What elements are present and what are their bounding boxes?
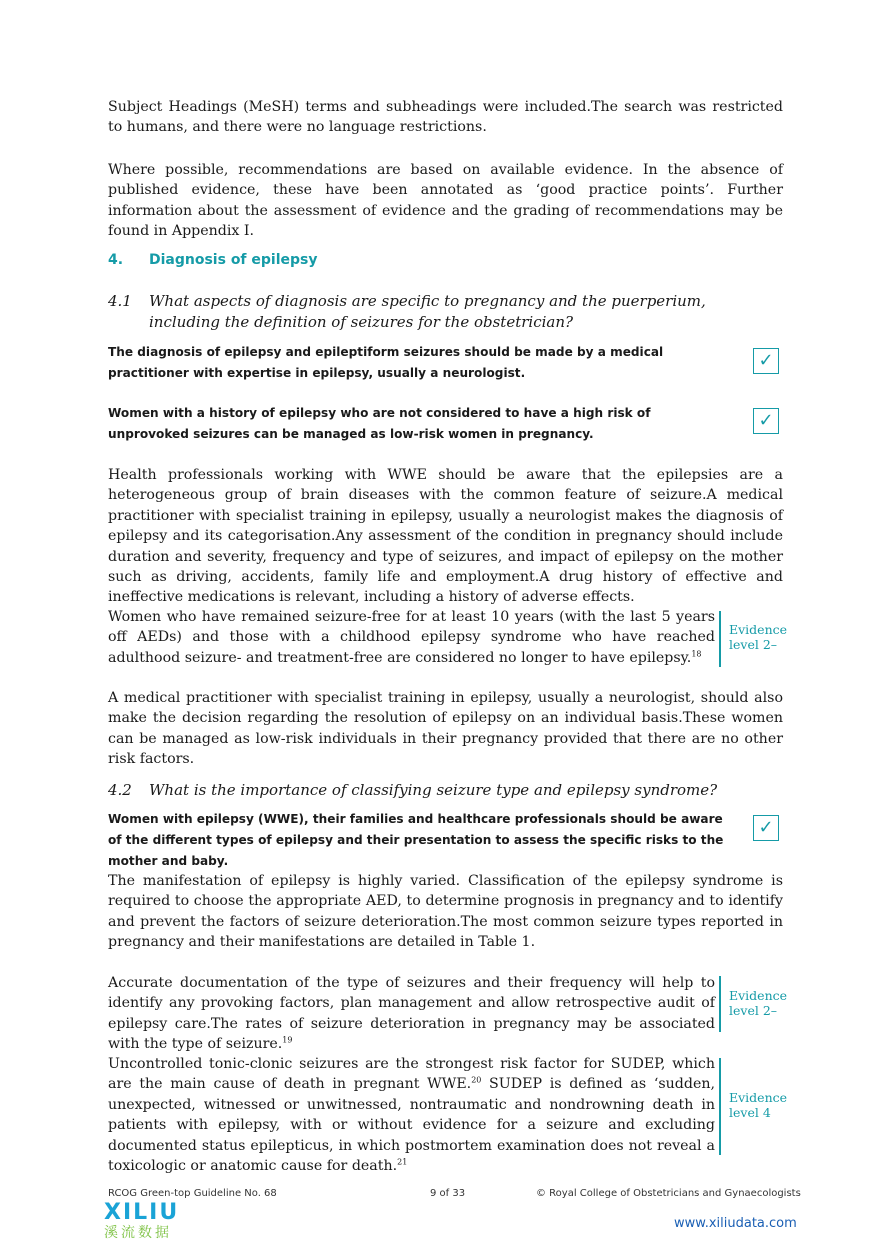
paragraph-health-professionals: Health professionals working with WWE should be aware that the epilepsies are a heterogeneous group of brain diseases with the common feature of seizure.A medical practitioner with specialist training in epilepsy, usually a neurologist makes the diagnosis of epilepsy and its categorisation.Any assessment of the condition in pregnancy should include duration and severity, frequency and type of seizures, and impact of epilepsy on the mother such as driving, accidents, family life and employment.A drug history of effective and ineffective medications is relevant, including a history of adverse effects. (108, 467, 783, 606)
footer-copyright: © Royal College of Obstetricians and Gynaecologists (536, 1188, 801, 1199)
paragraph-search: Subject Headings (MeSH) terms and subheadings were included.The search was restricted to humans, and there were no language restrictions. (108, 99, 783, 136)
question-text: What aspects of diagnosis are specific to pregnancy and the puerperium, including the definition of seizures for the obstetrician? (149, 292, 706, 331)
recommendation: Women with a history of epilepsy who are not considered to have a high risk of unprovoked seizures can be managed as low-risk women in pregnancy. (108, 406, 651, 441)
good-practice-check-icon: ✓ (753, 815, 779, 841)
paragraph-documentation: Accurate documentation of the type of seizures and their frequency will help to identify any provoking factors, plan management and allow retrospective audit of epilepsy care.The rates of seizure deterioration in pregnancy may be associated with the type of seizure.$^{19}$ (108, 975, 715, 1053)
paragraph-sudep: Uncontrolled tonic-clonic seizures are the strongest risk factor for SUDEP, which are the main cause of death in pregnant WWE.$^{20}$ SUDEP is defined as ‘sudden, unexpected, witnessed or unwitnessed, nontraumatic and nondrowning death in patients with epilepsy, with or without evidence for a seizure and excluding documented status epilepticus, in which postmortem examination does not reveal a toxicologic or anatomic cause for death.$^{21}$ (108, 1056, 715, 1175)
recommendation: The diagnosis of epilepsy and epileptiform seizures should be made by a medical practitioner with expertise in epilepsy, usually a neurologist. (108, 345, 664, 380)
evidence-level-box (719, 611, 788, 667)
question-number: 4.2 (108, 781, 132, 799)
good-practice-check-icon: ✓ (753, 348, 779, 374)
paragraph-resolution: A medical practitioner with specialist training in epilepsy, usually a neurologist, should also make the decision regarding the resolution of epilepsy on an individual basis.These women can be managed as low-risk individuals in their pregnancy provided that there are no other risk factors. (108, 690, 783, 768)
question-number: 4.1 (108, 292, 132, 310)
evidence-level-box (719, 976, 788, 1032)
section-number: 4. (108, 252, 124, 268)
watermark-subtitle: 溪流数据 (104, 1225, 172, 1241)
evidence-level-label: Evidence level 4 (729, 1090, 788, 1120)
evidence-level-label: Evidence level 2– (729, 988, 788, 1018)
good-practice-check-icon: ✓ (753, 408, 779, 434)
paragraph-seizure-free: Women who have remained seizure-free for at least 10 years (with the last 5 years off AEDs) and those with a childhood epilepsy syndrome who have reached adulthood seizure- and treatment-free are considered no longer to have epilepsy.$^{18}$ (108, 609, 715, 666)
evidence-level-label: Evidence level 2– (729, 622, 788, 652)
watermark-logo: XILIU (104, 1200, 180, 1225)
paragraph-evidence-basis: Where possible, recommendations are based on available evidence. In the absence of published evidence, these have been annotated as ‘good practice points’. Further information about the assessment of evidence and the grading of recommendations may be found in Appendix I. (108, 162, 783, 240)
recommendation: Women with epilepsy (WWE), their families and healthcare professionals should be aware of the different types of epilepsy and their presentation to assess the specific risks to the mother and baby. (108, 812, 724, 868)
section-title: Diagnosis of epilepsy (149, 252, 318, 268)
paragraph-manifestation: The manifestation of epilepsy is highly varied. Classification of the epilepsy syndrome is required to choose the appropriate AED, to determine prognosis in pregnancy and to identify and prevent the factors of seizure deterioration.The most common seizure types reported in pregnancy and their manifestations are detailed in Table 1. (108, 873, 783, 951)
watermark-url[interactable]: www.xiliudata.com (674, 1216, 797, 1231)
footer-page-number: 9 of 33 (430, 1188, 466, 1199)
reference-marker: 21 (397, 1157, 408, 1167)
reference-marker: 19 (282, 1035, 293, 1045)
reference-marker: 18 (691, 649, 702, 659)
footer-guideline-number: RCOG Green-top Guideline No. 68 (108, 1188, 277, 1199)
evidence-level-box (719, 1058, 788, 1155)
question-text: What is the importance of classifying seizure type and epilepsy syndrome? (149, 781, 718, 799)
reference-marker: 20 (471, 1075, 482, 1085)
